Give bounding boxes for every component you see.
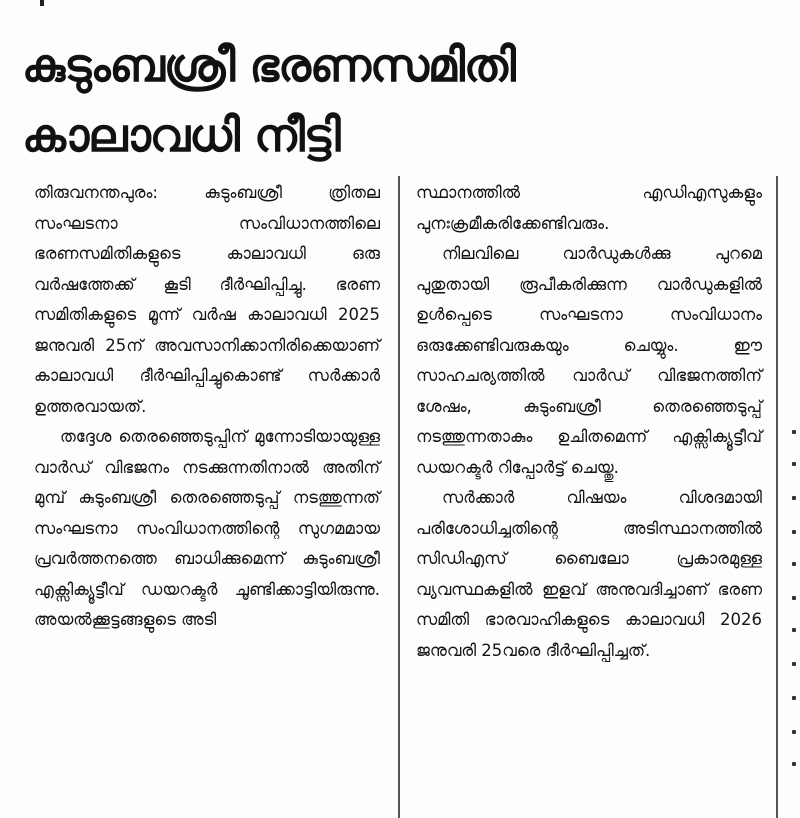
right-border — [776, 176, 778, 818]
adjacent-text-fragment — [786, 400, 800, 800]
article-column-2 — [416, 178, 762, 666]
print-mark — [40, 0, 44, 6]
paragraph: സർക്കാർ വിഷയം വിശദമായി പരിശോധിച്ചതിന്റെ അടിസ്ഥാനത്തിൽ സിഡിഎസ് ബൈലോ പ്രകാരമുള്ള വ്യവസ്ഥകളിൽ ഇളവ് അനുവദിച്ചാണ് ഭരണ സമിതി ഭാരവാഹികളുടെ കാലാവധി 2026 ജനുവരി 25വരെ ദീർഘിപ്പിച്ചത്. — [416, 488, 762, 660]
column-divider — [398, 176, 400, 818]
article-column-1 — [34, 178, 380, 636]
paragraph: നിലവിലെ വാർഡുകൾക്കു പുറമെ പുതുതായി രൂപീകരിക്കുന്ന വാർഡുകളിൽ ഉൾപ്പെടെ സംഘടനാ സംവിധാനം ഒരുക്കേണ്ടിവരുകയും ചെയ്യും. ഈ സാഹചര്യത്തിൽ വാർഡ് വിഭജനത്തിന് ശേഷം, കുടുംബശ്രീ തെരഞ്ഞെടുപ്പ് നടത്തുന്നതാകും ഉചിതമെന്ന് എക്സിക്യൂട്ടീവ് ഡയറക്ടർ റിപ്പോർട്ട് ചെയ്തു. — [416, 244, 762, 477]
paragraph: തിരുവനന്തപുരം: കുടുംബശ്രീ ത്രിതല സംഘടനാ സംവിധാനത്തിലെ ഭരണസമിതികളുടെ കാലാവധി ഒരു വർഷത്തേക്ക് കൂടി ദീർഘിപ്പിച്ചു. ഭരണ സമിതികളുടെ മൂന്ന് വർഷ കാലാവധി 2025 ജനുവരി 25ന് അവസാനിക്കാനിരിക്കെയാണ് കാലാവധി ദീർഘിപ്പിച്ചുകൊണ്ട് സർക്കാർ ഉത്തരവായത്. — [34, 183, 380, 416]
paragraph: സ്ഥാനത്തിൽ എഡിഎസുകളും പുനഃക്രമീകരിക്കേണ്ടിവരും. — [416, 183, 762, 233]
headline-line-1: കുടുംബശ്രീ ഭരണസമിതി — [22, 38, 515, 92]
paragraph: തദ്ദേശ തെരഞ്ഞെടുപ്പിന് മുന്നോടിയായുള്ള വാർഡ് വിഭജനം നടക്കുന്നതിനാൽ അതിന് മുമ്പ് കുടുംബശ്രീ തെരഞ്ഞെടുപ്പ് നടത്തുന്നത് സംഘടനാ സംവിധാനത്തിന്റെ സുഗമമായ പ്രവർത്തനത്തെ ബാധിക്കുമെന്ന് കുടുംബശ്രീ എക്സിക്യൂട്ടീവ് ഡയറക്ടർ ചൂണ്ടിക്കാട്ടിയിരുന്നു. അയൽക്കൂട്ടങ്ങളുടെ അടി — [34, 427, 380, 629]
headline — [22, 30, 762, 170]
headline-line-2: കാലാവധി നീട്ടി — [22, 108, 340, 162]
